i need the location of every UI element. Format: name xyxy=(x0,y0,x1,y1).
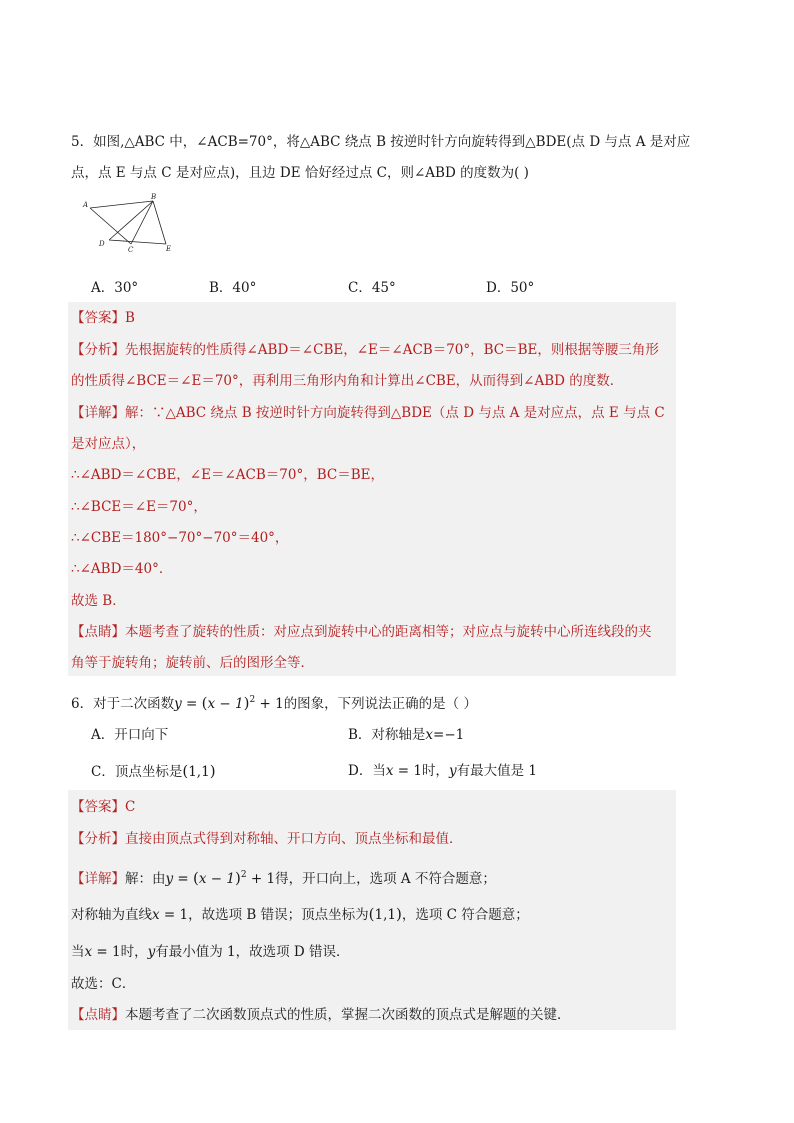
q5-option-b: B．40° xyxy=(209,280,257,296)
q5-option-d: D．50° xyxy=(486,280,535,296)
fig-label-a: A xyxy=(83,201,89,209)
q5-option-a: A．30° xyxy=(91,280,139,296)
q6-detail-line3: 当x = 1时，y有最小值为 1，故选项 D 错误． xyxy=(71,944,350,960)
q5-stem-line1: 5．如图,△ABC 中，∠ACB=70°，将△ABC 绕点 B 按逆时针方向旋转得到△BDE(点 D 与点 A 是对应 xyxy=(71,134,691,150)
q6-detail-line2: 对称轴为直线x = 1，故选项 B 错误；顶点坐标为(1,1)，选项 C 符合题意； xyxy=(71,905,529,923)
q6-comment: 【点睛】本题考查了二次函数顶点式的性质，掌握二次函数的顶点式是解题的关键． xyxy=(71,1007,571,1023)
q5-figure xyxy=(80,193,180,255)
fig-label-b: B xyxy=(151,193,157,201)
q5-detail-line5: ∴∠CBE＝180°−70°−70°＝40°， xyxy=(71,530,289,546)
q6-detail-line1: 【详解】解：由$y = (x - 1)^2 + 1$得，开口向上，选项 A 不符合题意； xyxy=(71,869,496,887)
q5-detail-line2: 是对应点）， xyxy=(71,436,146,452)
q5-option-c: C．45° xyxy=(348,280,396,296)
q6-option-b: B．对称轴是x=−1 xyxy=(348,727,465,743)
q5-analysis-line1: 【分析】先根据旋转的性质得∠ABD＝∠CBE，∠E＝∠ACB＝70°，BC＝BE，则根据等腰三角形 xyxy=(71,342,659,358)
q5-detail-line3: ∴∠ABD＝∠CBE，∠E＝∠ACB＝70°，BC＝BE， xyxy=(71,467,384,483)
fig-label-e: E xyxy=(166,245,172,253)
q6-option-c: C．顶点坐标是(1,1) xyxy=(91,762,216,780)
q6-option-a: A．开口向下 xyxy=(91,727,169,743)
q6-option-d: D．当x = 1时，y有最大值是 1 xyxy=(348,763,537,779)
q5-detail-line4: ∴∠BCE＝∠E＝70°， xyxy=(71,499,207,515)
q5-analysis-line2: 的性质得∠BCE＝∠E＝70°，再利用三角形内角和计算出∠CBE，从而得到∠ABD 的度数． xyxy=(71,373,624,389)
fig-label-c: C xyxy=(128,246,134,254)
fig-label-d: D xyxy=(99,240,105,248)
q6-stem: 6．对于二次函数$y = (x - 1)^2 + 1$的图象，下列说法正确的是（ ） xyxy=(71,694,477,712)
q6-detail-line4: 故选：C． xyxy=(71,976,136,992)
q5-answer: 【答案】B xyxy=(71,310,135,326)
q5-stem-line2: 点，点 E 与点 C 是对应点)，且边 DE 恰好经过点 C，则∠ABD 的度数为( ) xyxy=(71,165,529,181)
q5-detail-line7: 故选 B． xyxy=(71,593,126,609)
q5-detail-line6: ∴∠ABD＝40°． xyxy=(71,561,173,577)
q5-detail-line1: 【详解】解：∵△ABC 绕点 B 按逆时针方向旋转得到△BDE（点 D 与点 A 是对应点，点 E 与点 C xyxy=(71,405,665,421)
q5-comment-line1: 【点睛】本题考查了旋转的性质：对应点到旋转中心的距离相等；对应点与旋转中心所连线段的夹 xyxy=(71,624,652,640)
q5-comment-line2: 角等于旋转角；旋转前、后的图形全等． xyxy=(71,655,314,671)
q6-analysis: 【分析】直接由顶点式得到对称轴、开口方向、顶点坐标和最值． xyxy=(71,831,463,847)
q6-answer: 【答案】C xyxy=(71,799,136,815)
